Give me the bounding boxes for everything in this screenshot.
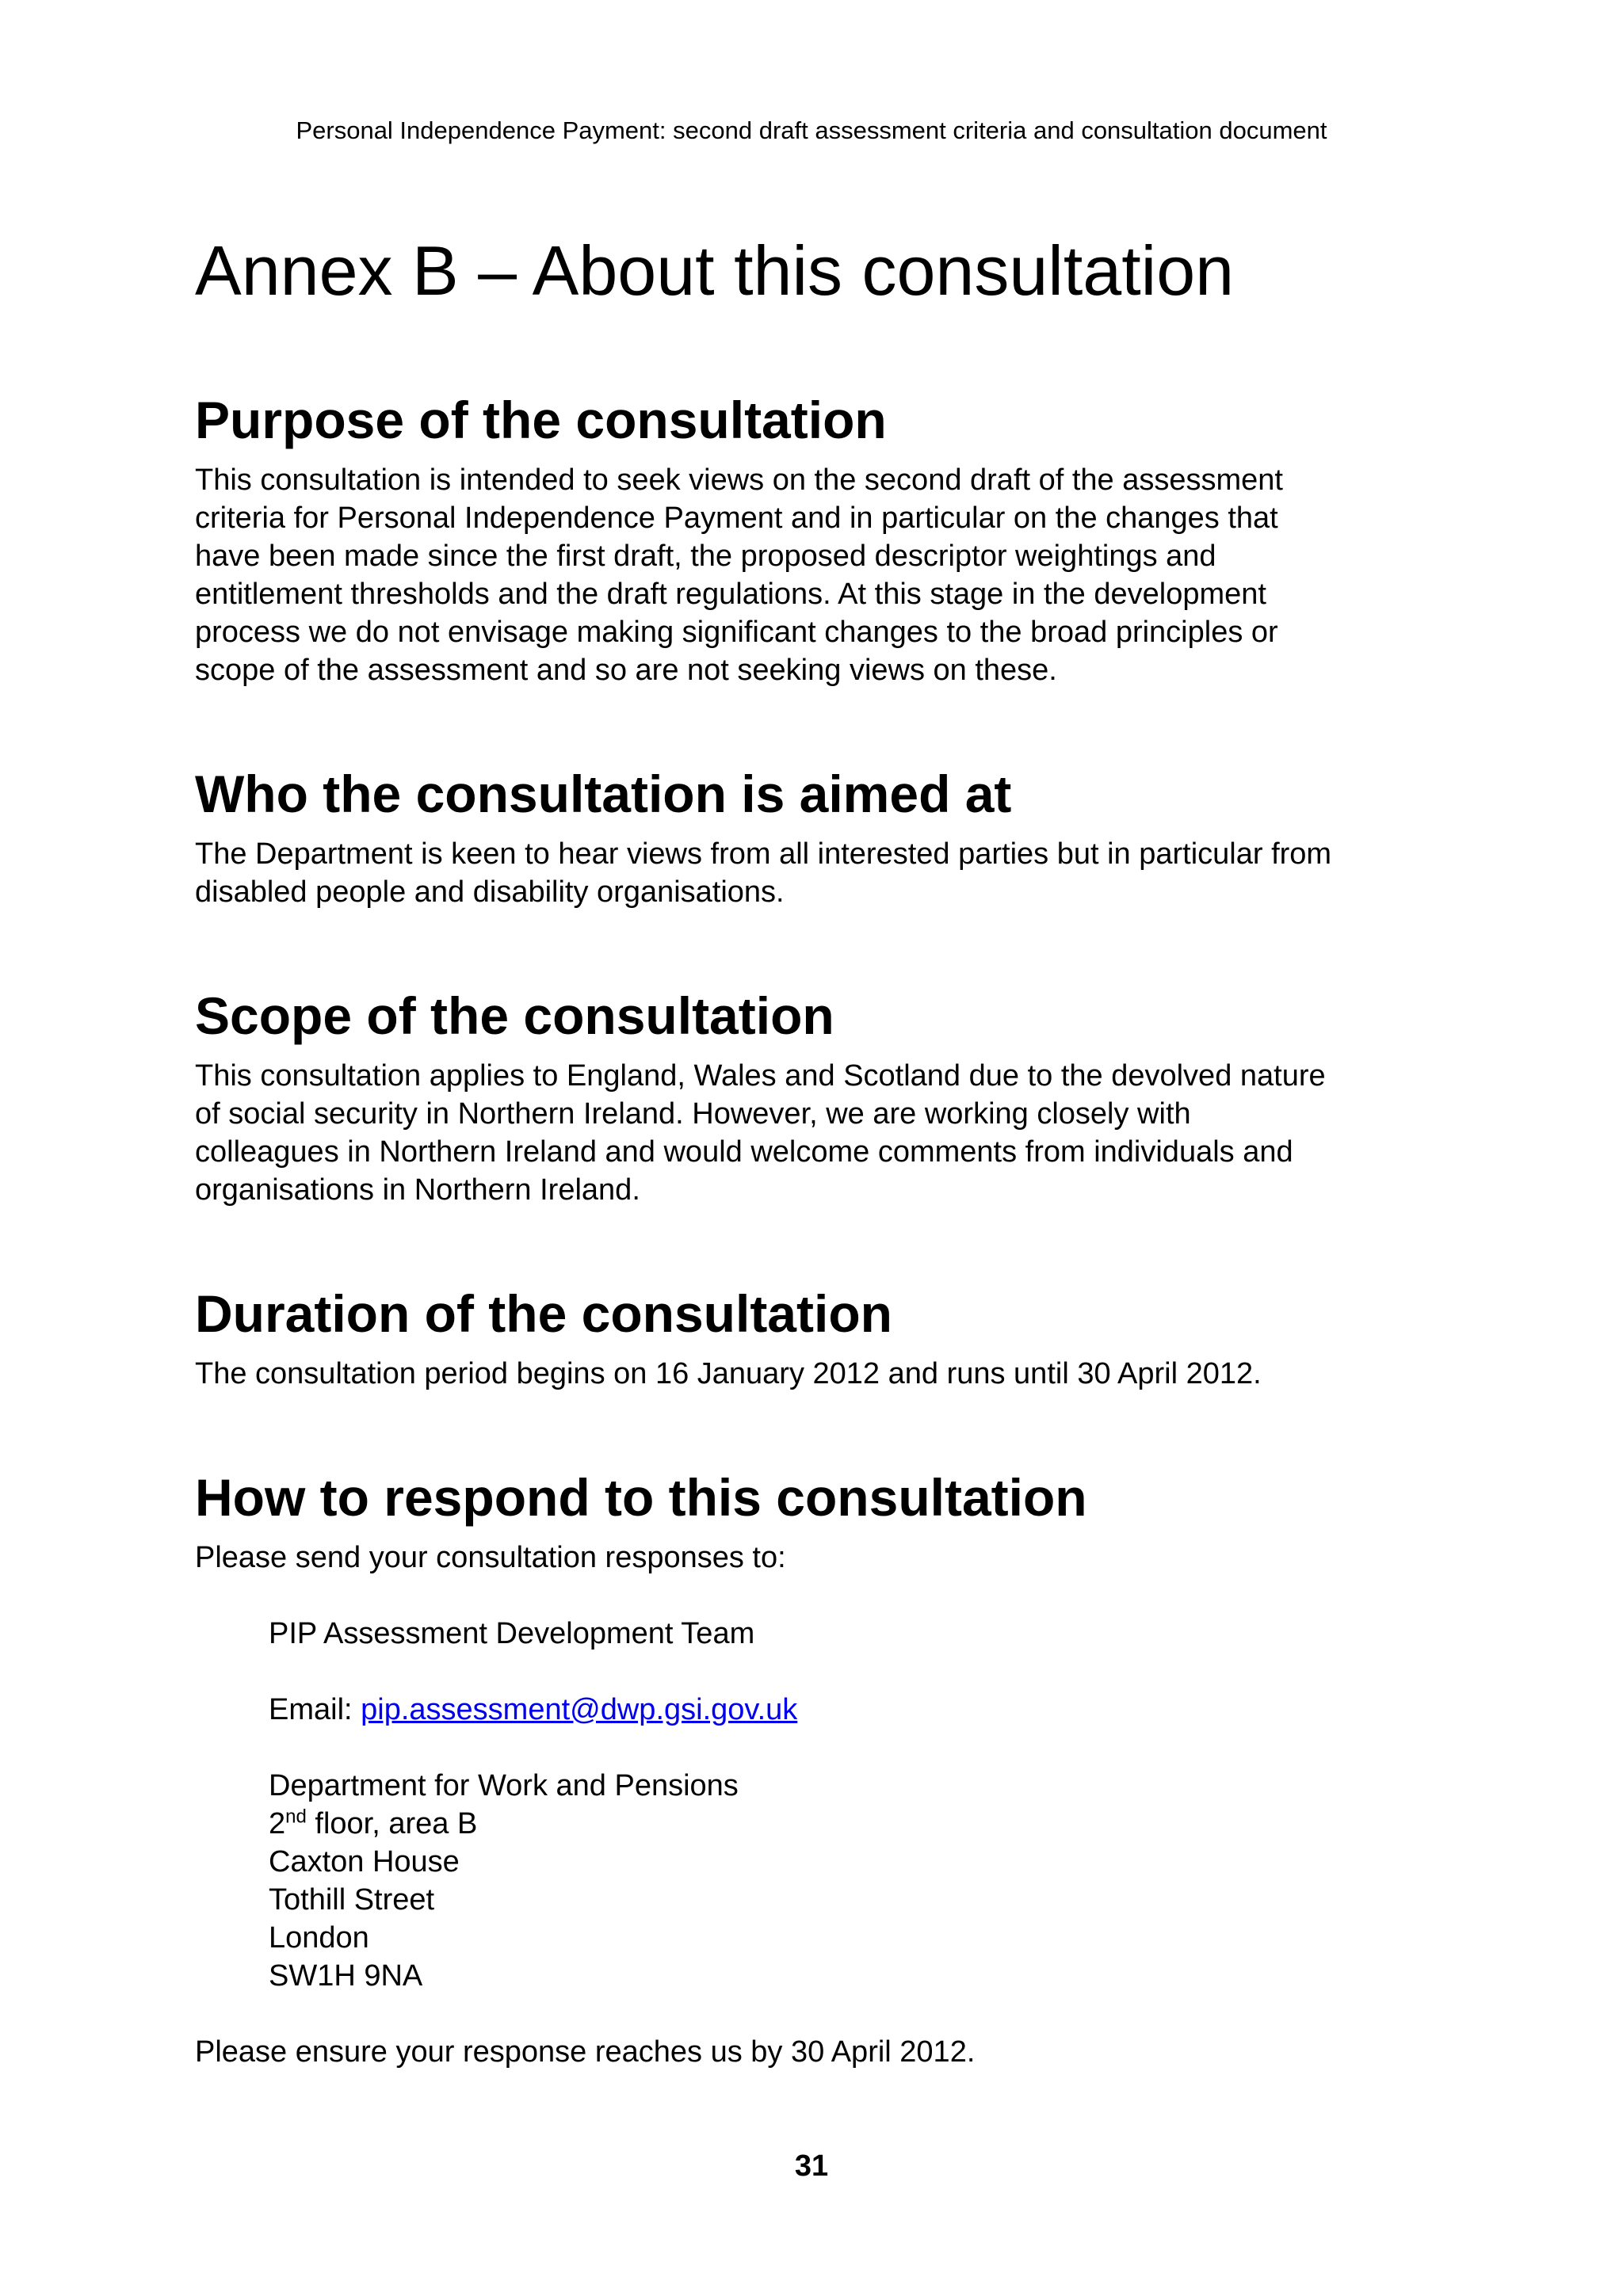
postcode: SW1H 9NA (269, 1959, 423, 1993)
text-line: have been made since the first draft, the proposed descriptor weightings and (195, 540, 1216, 573)
text-line: This consultation applies to England, Wales and Scotland due to the devolved nature (195, 1059, 1326, 1093)
street-name: Tothill Street (269, 1883, 435, 1917)
page-number: 31 (794, 2149, 829, 2183)
section-heading-respond: How to respond to this consultation (195, 1468, 1087, 1527)
spacer (269, 1653, 1479, 1691)
respond-intro: Please send your consultation responses to: (195, 1541, 786, 1574)
spacer (195, 1577, 1479, 1615)
floor-ordinal-suffix: nd (285, 1806, 307, 1828)
text-line: disabled people and disability organisations. (195, 875, 785, 909)
section-scope (195, 986, 1479, 1209)
team-name: PIP Assessment Development Team (269, 1617, 755, 1650)
floor-number: 2 (269, 1807, 286, 1840)
text-line: The consultation period begins on 16 January 2012 and runs until 30 April 2012. (195, 1357, 1262, 1390)
floor-line (269, 1805, 1479, 1843)
section-heading-purpose: Purpose of the consultation (195, 391, 887, 449)
audience-paragraph (195, 835, 1479, 911)
annex-title: Annex B – About this consultation (195, 231, 1235, 310)
section-heading-audience: Who the consultation is aimed at (195, 765, 1012, 823)
text-line: entitlement thresholds and the draft regulations. At this stage in the development (195, 578, 1266, 611)
purpose-paragraph (195, 461, 1479, 689)
duration-paragraph (195, 1355, 1479, 1393)
text-line: process we do not envisage making significant changes to the broad principles or (195, 616, 1278, 649)
contact-block (269, 1615, 1479, 1995)
page-content (195, 230, 1479, 2071)
section-duration (195, 1283, 1479, 1393)
floor-rest: floor, area B (306, 1807, 478, 1840)
section-purpose (195, 390, 1479, 689)
text-line: organisations in Northern Ireland. (195, 1173, 640, 1207)
department-name: Department for Work and Pensions (269, 1769, 739, 1802)
text-line: criteria for Personal Independence Payment and in particular on the changes that (195, 502, 1278, 535)
text-line: colleagues in Northern Ireland and would welcome comments from individuals and (195, 1135, 1293, 1169)
spacer (269, 1729, 1479, 1767)
section-audience (195, 764, 1479, 911)
email-label: Email: (269, 1693, 361, 1726)
building-name: Caxton House (269, 1845, 460, 1878)
running-header: Personal Independence Payment: second draft assessment criteria and consultation document (296, 116, 1327, 144)
text-line: The Department is keen to hear views from all interested parties but in particular from (195, 837, 1332, 871)
scope-paragraph (195, 1057, 1479, 1209)
text-line: scope of the assessment and so are not seeking views on these. (195, 654, 1057, 687)
city-name: London (269, 1921, 369, 1955)
section-heading-scope: Scope of the consultation (195, 986, 834, 1045)
closing-note: Please ensure your response reaches us by 30 April 2012. (195, 2035, 976, 2069)
email-line (269, 1691, 1479, 1729)
section-heading-duration: Duration of the consultation (195, 1284, 892, 1343)
text-line: This consultation is intended to seek views on the second draft of the assessment (195, 463, 1283, 497)
email-link[interactable]: pip.assessment@dwp.gsi.gov.uk (361, 1693, 798, 1726)
text-line: of social security in Northern Ireland. However, we are working closely with (195, 1097, 1191, 1131)
section-respond (195, 1467, 1479, 2071)
